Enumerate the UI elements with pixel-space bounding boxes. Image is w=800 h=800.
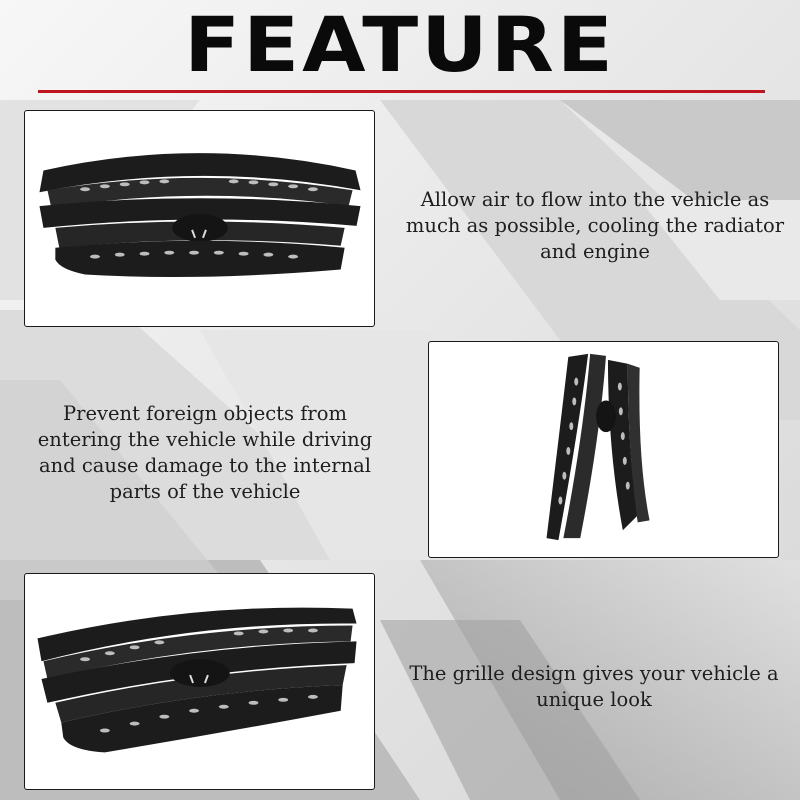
feature-image-panel-1 xyxy=(24,110,375,327)
page-title: FEATURE xyxy=(184,1,616,90)
grille-angled-icon xyxy=(25,574,374,789)
title-underline xyxy=(38,90,765,93)
feature-caption-1: Allow air to flow into the vehicle as much as possible, cooling the radiator and engine xyxy=(405,188,785,263)
feature-caption-3: The grille design gives your vehicle a unique look xyxy=(409,662,779,711)
feature-image-panel-2 xyxy=(428,341,779,558)
feature-caption-2: Prevent foreign objects from entering the vehicle while driving and cause damage to the internal parts of the vehicle xyxy=(37,402,373,503)
grille-front-icon xyxy=(25,111,374,326)
grille-side-icon xyxy=(429,342,778,557)
feature-image-panel-3 xyxy=(24,573,375,790)
